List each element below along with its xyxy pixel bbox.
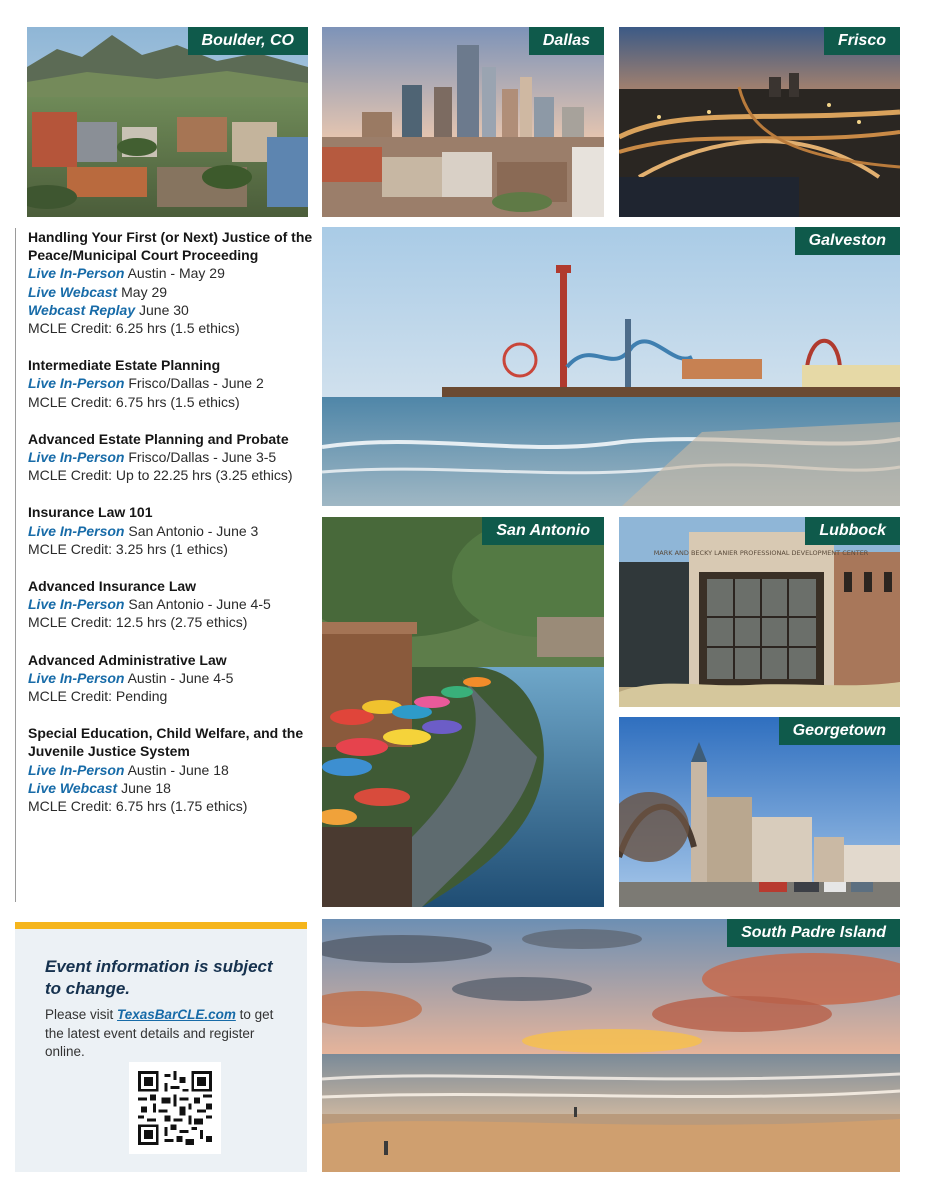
session-format: Webcast Replay — [28, 301, 136, 318]
galveston-image — [322, 227, 900, 506]
event-item — [28, 356, 316, 411]
georgetown-photo — [619, 717, 900, 907]
location-tag-south-padre: South Padre Island — [727, 919, 900, 947]
qr-code-icon[interactable] — [129, 1062, 221, 1154]
session-format: Live In-Person — [28, 265, 125, 282]
event-title: Handling Your First (or Next) Justice of the Peace/Municipal Court Proceeding — [28, 229, 313, 264]
location-tag-georgetown: Georgetown — [779, 717, 900, 745]
san-antonio-photo — [322, 517, 604, 907]
session-detail: Austin - June 4-5 — [127, 669, 234, 686]
georgetown-image — [619, 717, 900, 907]
event-title: Insurance Law 101 — [28, 504, 153, 521]
location-tag-galveston: Galveston — [795, 227, 900, 255]
location-tag-dallas: Dallas — [529, 27, 604, 55]
lubbock-image — [619, 517, 900, 707]
south-padre-photo — [322, 919, 900, 1172]
session-detail: Austin - May 29 — [127, 265, 225, 282]
session-detail: June 30 — [139, 301, 189, 318]
event-session — [28, 595, 316, 613]
event-title: Special Education, Child Welfare, and the Juvenile Justice System — [28, 725, 304, 760]
san-antonio-image — [322, 517, 604, 907]
session-detail: San Antonio - June 3 — [128, 522, 259, 539]
mcle-credit: MCLE Credit: 6.75 hrs (1.5 ethics) — [28, 393, 240, 410]
event-session — [28, 669, 316, 687]
session-detail: Frisco/Dallas - June 3-5 — [128, 449, 277, 466]
frisco-photo — [619, 27, 900, 217]
notice-heading: Event information is subject to change. — [45, 957, 273, 998]
event-item — [28, 724, 316, 815]
session-format: Live In-Person — [28, 375, 125, 392]
qr-code-graphic — [138, 1071, 212, 1145]
event-item — [28, 430, 316, 485]
session-detail: San Antonio - June 4-5 — [128, 596, 271, 613]
event-session — [28, 374, 316, 392]
mcle-credit: MCLE Credit: 12.5 hrs (2.75 ethics) — [28, 614, 248, 631]
galveston-photo — [322, 227, 900, 506]
mcle-credit: MCLE Credit: 6.25 hrs (1.5 ethics) — [28, 320, 240, 337]
session-format: Live In-Person — [28, 522, 125, 539]
session-detail: Frisco/Dallas - June 2 — [128, 375, 264, 392]
texasbarcle-link[interactable]: TexasBarCLE.com — [117, 1007, 236, 1022]
session-format: Live Webcast — [28, 779, 118, 796]
location-tag-boulder: Boulder, CO — [188, 27, 308, 55]
lubbock-building-sign: MARK AND BECKY LANIER PROFESSIONAL DEVELOPMENT CENTER — [653, 549, 869, 557]
event-session — [28, 283, 316, 301]
boulder-photo — [27, 27, 308, 217]
session-format: Live In-Person — [28, 596, 125, 613]
mcle-credit: MCLE Credit: 3.25 hrs (1 ethics) — [28, 540, 228, 557]
event-item — [28, 577, 316, 632]
session-detail: June 18 — [121, 779, 171, 796]
location-tag-frisco: Frisco — [824, 27, 900, 55]
event-session — [28, 522, 316, 540]
event-session — [28, 761, 316, 779]
event-session — [28, 264, 316, 282]
notice-body — [45, 1006, 290, 1062]
event-list — [15, 228, 316, 902]
dallas-photo — [322, 27, 604, 217]
event-session — [28, 779, 316, 797]
lubbock-photo — [619, 517, 900, 707]
event-title: Intermediate Estate Planning — [28, 357, 221, 374]
location-tag-san-antonio: San Antonio — [482, 517, 604, 545]
event-session — [28, 301, 316, 319]
session-detail: May 29 — [121, 283, 168, 300]
session-format: Live Webcast — [28, 283, 118, 300]
boulder-image — [27, 27, 308, 217]
mcle-credit: MCLE Credit: 6.75 hrs (1.75 ethics) — [28, 798, 248, 815]
frisco-image — [619, 27, 900, 217]
session-format: Live In-Person — [28, 669, 125, 686]
event-title: Advanced Administrative Law — [28, 651, 227, 668]
south-padre-image — [322, 919, 900, 1172]
notice-text-after: to get the latest event details and register online. — [45, 1007, 274, 1059]
dallas-image — [322, 27, 604, 217]
mcle-credit: MCLE Credit: Pending — [28, 688, 168, 705]
session-format: Live In-Person — [28, 761, 125, 778]
location-tag-lubbock: Lubbock — [805, 517, 900, 545]
session-detail: Austin - June 18 — [127, 761, 229, 778]
event-item — [28, 228, 316, 337]
mcle-credit: MCLE Credit: Up to 22.25 hrs (3.25 ethics) — [28, 467, 293, 484]
session-format: Live In-Person — [28, 449, 125, 466]
event-item — [28, 651, 316, 706]
event-title: Advanced Estate Planning and Probate — [28, 430, 289, 447]
event-title: Advanced Insurance Law — [28, 578, 197, 595]
event-item — [28, 503, 316, 558]
notice-text-before: Please visit — [45, 1007, 118, 1022]
notice-box — [15, 922, 307, 1172]
event-session — [28, 448, 316, 466]
